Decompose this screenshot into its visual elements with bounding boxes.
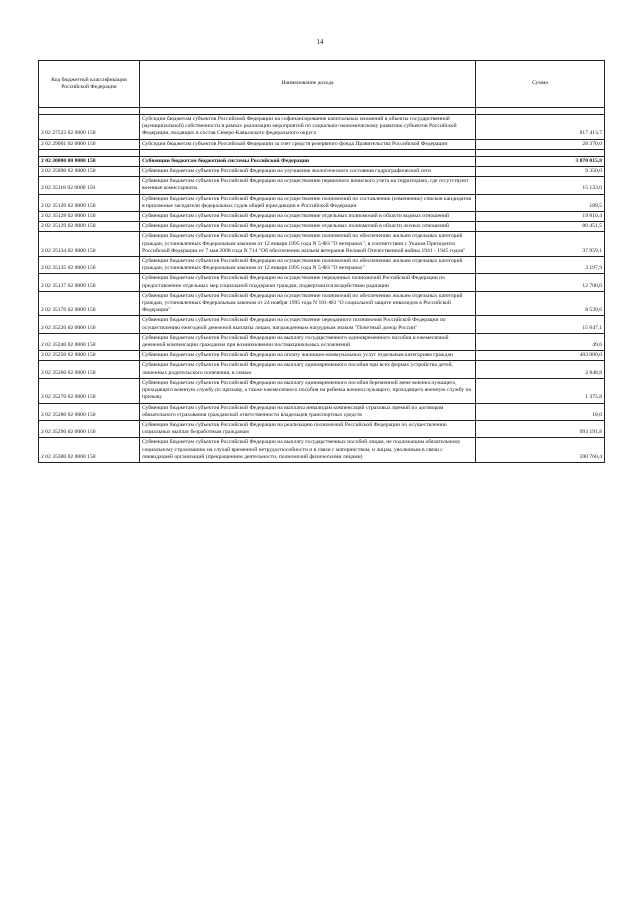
name-cell: Субвенции бюджетам субъектов Российской Федерации на осуществление переданных полномочий Российской Федерации по предоставлению отдельных мер социальной поддержки граждан, подвергшихся воздействию радиации: [140, 274, 476, 291]
sum-cell: 15 647,1: [476, 316, 605, 333]
code-cell: 2 02 35137 02 0000 150: [39, 274, 140, 291]
name-cell: Субсидии бюджетам субъектов Российской Федерации за счет средств резервного фонда Правительства Российской Федерации: [140, 139, 476, 149]
name-cell: Субвенции бюджетам субъектов Российской Федерации на осуществление отдельных полномочий в области лесных отношений: [140, 222, 476, 232]
name-cell: Субвенции бюджетам субъектов Российской Федерации на выплату государственных пособий лицам, не подлежащим обязательному социальному страхованию на случай временной нетрудоспособности и в связи с материнством, и лицам, уволенным в связи с ликвидацией организаций (прекращением деятельности, полномочий физическими лицами): [140, 438, 476, 463]
table-row: [39, 378, 605, 403]
code-cell: 2 02 35135 02 0000 150: [39, 257, 140, 274]
sum-cell: 49,6: [476, 333, 605, 350]
sum-cell: 18,0: [476, 403, 605, 420]
sum-cell: 8 539,6: [476, 291, 605, 316]
code-cell: 2 02 35270 02 0000 150: [39, 378, 140, 403]
name-cell: Субвенции бюджетам субъектов Российской Федерации на выплату единовременного пособия при всех формах устройства детей, лишенных родительского попечения, в семью: [140, 361, 476, 378]
table-row: [39, 274, 605, 291]
table-row: [39, 156, 605, 166]
table-row: [39, 222, 605, 232]
sum-cell: 189,5: [476, 194, 605, 211]
table-row: [39, 212, 605, 222]
table-row: [39, 257, 605, 274]
code-cell: 2 02 35128 02 0000 150: [39, 212, 140, 222]
code-cell: 2 02 35220 02 0000 150: [39, 316, 140, 333]
name-cell: Субвенции бюджетам субъектов Российской Федерации на осуществление первичного воинского учета на территориях, где отсутствуют военные комиссариаты: [140, 177, 476, 194]
name-cell: Субсидии бюджетам субъектов Российской Федерации на софинансирование капитальных вложений в объекты государственной (муниципальной) собственности в рамках реализации мероприятий по социально-экономическому развитию субъектов Российской Федерации, входящих в состав Северо-Кавказского федерального округа: [140, 115, 476, 140]
table-row: [39, 403, 605, 420]
sum-cell: 28 370,0: [476, 139, 605, 149]
code-cell: 2 02 35129 02 0000 150: [39, 222, 140, 232]
table-row: [39, 420, 605, 437]
sum-cell: 15 133,0: [476, 177, 605, 194]
sum-cell: 817 413,7: [476, 115, 605, 140]
code-cell: 2 02 35240 02 0000 150: [39, 333, 140, 350]
code-cell: 2 02 35118 02 0000 150: [39, 177, 140, 194]
spacer-cell: [140, 149, 476, 156]
table-row: [39, 194, 605, 211]
sum-cell: 590 760,4: [476, 438, 605, 463]
name-cell: Субвенции бюджетам субъектов Российской Федерации на выплаты инвалидам компенсаций страховых премий по договорам обязательного страхования гражданской ответственности владельцев транспортных средств: [140, 403, 476, 420]
sum-cell: 19 810,4: [476, 212, 605, 222]
spacer-cell: [39, 149, 140, 156]
code-cell: 2 02 30000 00 0000 150: [39, 156, 140, 166]
name-cell: Субвенции бюджетам субъектов Российской Федерации на улучшение экологического состояния гидрографической сети: [140, 167, 476, 177]
sum-cell: 403 000,0: [476, 351, 605, 361]
header-sum: Сумма: [476, 61, 605, 108]
code-cell: 2 02 35380 02 0000 150: [39, 438, 140, 463]
name-cell: Субвенции бюджетам субъектов Российской Федерации на осуществление отдельных полномочий в области водных отношений: [140, 212, 476, 222]
table-row: [39, 333, 605, 350]
name-cell: Субвенции бюджетам субъектов Российской Федерации на осуществление полномочий по обеспечению жильем отдельных категорий граждан, установленных Федеральным законом от 12 января 1995 года N 5-ФЗ "О ветеранах": [140, 257, 476, 274]
code-cell: 2 02 29001 02 0000 150: [39, 139, 140, 149]
spacer-cell: [476, 108, 605, 115]
code-cell: 2 02 35260 02 0000 150: [39, 361, 140, 378]
spacer-cell: [140, 108, 476, 115]
name-cell: Субвенции бюджетам субъектов Российской Федерации на осуществление полномочий по составлению (изменению) списков кандидатов в присяжные заседатели федеральных судов общей юрисдикции в Российской Федерации: [140, 194, 476, 211]
sum-cell: 80 451,5: [476, 222, 605, 232]
table-row: [39, 351, 605, 361]
code-cell: 2 02 35090 02 0000 150: [39, 167, 140, 177]
code-cell: 2 02 35120 02 0000 150: [39, 194, 140, 211]
name-cell: Субвенции бюджетам субъектов Российской Федерации на выплату государственного единовременного пособия и ежемесячной денежной компенсации гражданам при возникновении поствакцинальных осложнений: [140, 333, 476, 350]
name-cell: Субвенции бюджетам субъектов Российской Федерации на осуществление полномочий по обеспечению жильем отдельных категорий граждан, установленных Федеральным законом от 12 января 1995 года N 5-ФЗ "О ветеранах", в соответствии с Указом Президента Российской Федерации от 7 мая 2008 года N 714 "Об обеспечении жильем ветеранов Великой Отечественной войны 1941 - 1945 годов": [140, 232, 476, 257]
sum-cell: 2 848,8: [476, 361, 605, 378]
code-cell: 2 02 27523 02 0000 150: [39, 115, 140, 140]
code-cell: 2 02 35280 02 0000 150: [39, 403, 140, 420]
sum-cell: 12 700,0: [476, 274, 605, 291]
table-row: [39, 139, 605, 149]
name-cell: Субвенции бюджетам субъектов Российской Федерации на выплату единовременного пособия беременной жене военнослужащего, проходящего военную службу по призыву, а также ежемесячного пособия на ребенка военнослужащего, проходящего военную службу по призыву: [140, 378, 476, 403]
revenue-table: [38, 60, 605, 463]
sum-cell: 3 070 015,8: [476, 156, 605, 166]
header-name: Наименование дохода: [140, 61, 476, 108]
code-cell: 2 02 35250 02 0000 150: [39, 351, 140, 361]
name-cell: Субвенции бюджетам бюджетной системы Российской Федерации: [140, 156, 476, 166]
name-cell: Субвенции бюджетам субъектов Российской Федерации на осуществление переданного полномочия Российской Федерации по осуществлению ежегодной денежной выплаты лицам, награжденным нагрудным знаком "Почетный донор России": [140, 316, 476, 333]
header-code: Код бюджетной классификации Российской Федерации: [39, 61, 140, 108]
spacer-cell: [39, 108, 140, 115]
table-row: [39, 438, 605, 463]
row-spacer: [39, 108, 605, 115]
name-cell: Субвенции бюджетам субъектов Российской Федерации на оплату жилищно-коммунальных услуг отдельным категориям граждан: [140, 351, 476, 361]
table-row: [39, 177, 605, 194]
code-cell: 2 02 35176 02 0000 150: [39, 291, 140, 316]
name-cell: Субвенции бюджетам субъектов Российской Федерации на реализацию полномочий Российской Федерации по осуществлению социальных выплат безработным гражданам: [140, 420, 476, 437]
table-row: [39, 167, 605, 177]
sum-cell: 37 959,1: [476, 232, 605, 257]
table-body: [39, 108, 605, 463]
table-row: [39, 316, 605, 333]
name-cell: Субвенции бюджетам субъектов Российской Федерации на осуществление полномочий по обеспечению жильем отдельных категорий граждан, установленных Федеральным законом от 24 ноября 1995 года N 181-ФЗ "О социальной защите инвалидов в Российской Федерации": [140, 291, 476, 316]
table-header-row: [39, 61, 605, 108]
code-cell: 2 02 35290 02 0000 150: [39, 420, 140, 437]
code-cell: 2 02 35134 02 0000 150: [39, 232, 140, 257]
table-row: [39, 291, 605, 316]
table-row: [39, 232, 605, 257]
sum-cell: 993 191,8: [476, 420, 605, 437]
table-row: [39, 361, 605, 378]
sum-cell: 1 375,8: [476, 378, 605, 403]
table-row: [39, 115, 605, 140]
sum-cell: 3 197,9: [476, 257, 605, 274]
spacer-cell: [476, 149, 605, 156]
row-spacer: [39, 149, 605, 156]
page-number: 14: [316, 38, 324, 46]
sum-cell: 9 350,0: [476, 167, 605, 177]
